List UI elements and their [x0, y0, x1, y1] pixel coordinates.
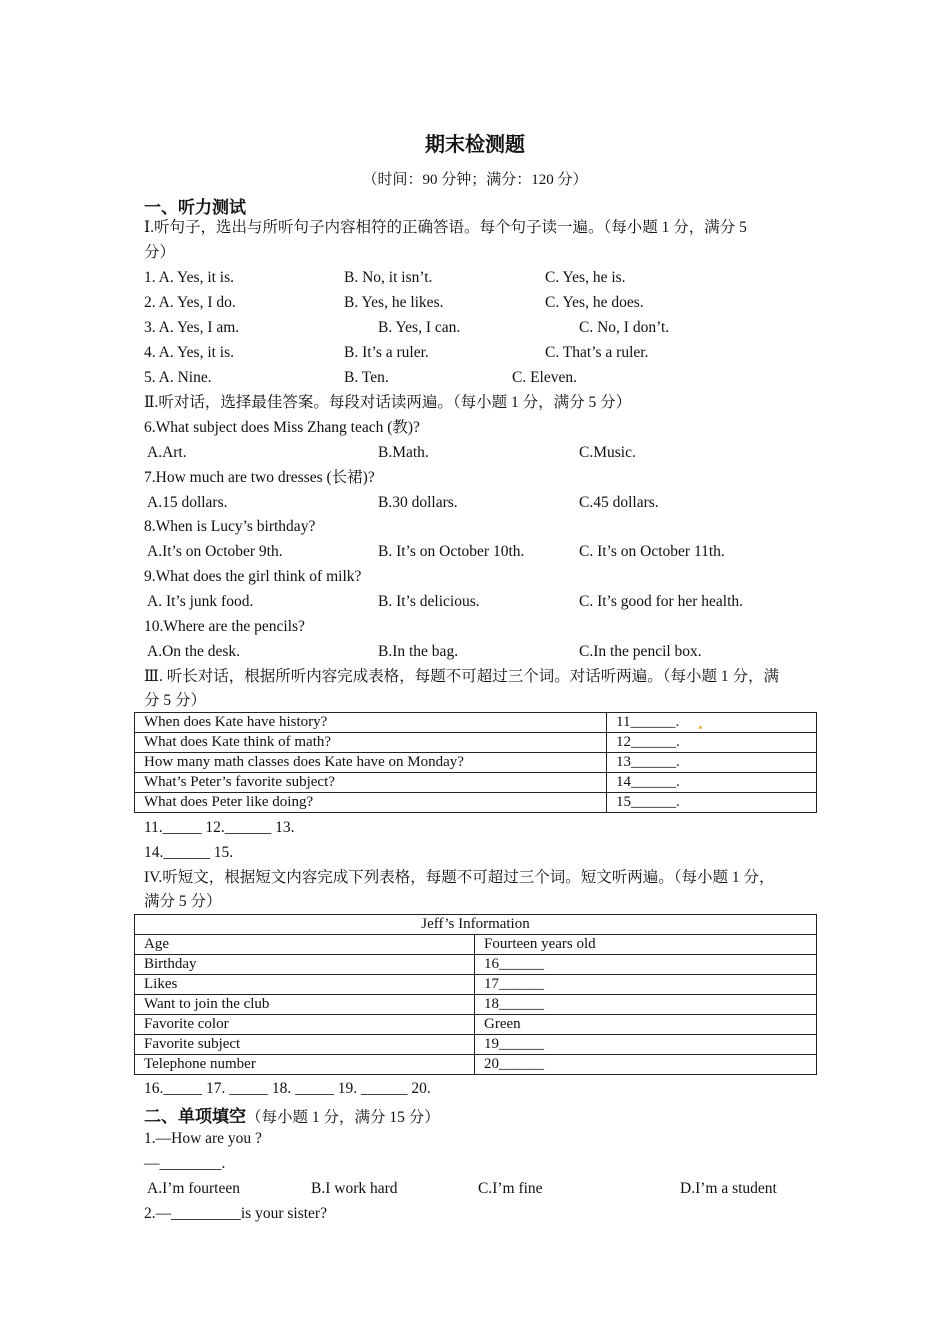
- answer-line: 11._____ 12.______ 13.: [144, 819, 295, 836]
- table-cell-value: 17______: [475, 975, 817, 995]
- table-header-row: [135, 915, 817, 935]
- question-text: 6.What subject does Miss Zhang teach (教)?: [144, 419, 420, 436]
- option-c: C. Yes, he is.: [545, 269, 626, 286]
- table-cell-value: 19______: [475, 1035, 817, 1055]
- table-row: [135, 1055, 817, 1075]
- option-a: A.I’m fourteen: [147, 1180, 240, 1197]
- option-a: 5. A. Nine.: [144, 369, 212, 386]
- option-c: C. It’s good for her health.: [579, 593, 744, 610]
- option-c: C.In the pencil box.: [579, 643, 702, 660]
- option-b: B.Math.: [378, 444, 429, 461]
- exam-time-score: （时间：90 分钟；满分：120 分）: [362, 172, 588, 188]
- option-a: 4. A. Yes, it is.: [144, 344, 235, 361]
- option-b: B. No, it isn’t.: [344, 269, 433, 286]
- table-row: [135, 975, 817, 995]
- table-cell-answer: 13______.: [607, 753, 817, 773]
- sec1-instruction: Ⅰ.听句子，选出与所听句子内容相符的正确答语。每个句子读一遍。（每小题 1 分，满分 5: [144, 219, 747, 236]
- table-row: [135, 733, 817, 753]
- option-c: C.Music.: [579, 444, 636, 461]
- option-a: A.15 dollars.: [147, 494, 228, 511]
- option-c: C. Eleven.: [512, 369, 577, 386]
- option-c: C.I’m fine: [478, 1180, 543, 1197]
- table-cell-answer: 14______.: [607, 773, 817, 793]
- table-row: [135, 713, 817, 733]
- option-d: D.I’m a student: [680, 1180, 777, 1197]
- table-cell-question: When does Kate have history?: [135, 713, 607, 733]
- option-b: B.30 dollars.: [378, 494, 458, 511]
- table-cell-answer: 11______.: [607, 713, 817, 733]
- dialogue-table: [134, 712, 817, 813]
- question-text: 2.—_________is your sister?: [144, 1205, 327, 1222]
- sec4-instruction-cont: 满分 5 分）: [144, 893, 222, 910]
- table-row: [135, 955, 817, 975]
- table-cell-value: Green: [475, 1015, 817, 1035]
- section-listening-heading: 一、听力测试: [144, 198, 246, 218]
- sec3-instruction-cont: 分 5 分）: [144, 692, 207, 709]
- option-c: C. That’s a ruler.: [545, 344, 649, 361]
- table-cell-key: Favorite color: [135, 1015, 475, 1035]
- sec3-instruction: Ⅲ. 听长对话，根据所听内容完成表格，每题不可超过三个词。对话听两遍。（每小题 1 分，满: [144, 668, 779, 685]
- table-row: [135, 1015, 817, 1035]
- table-cell-value: 18______: [475, 995, 817, 1015]
- option-a: A.On the desk.: [147, 643, 240, 660]
- option-c: C. No, I don’t.: [579, 319, 670, 336]
- table-cell-answer: 15______.: [607, 793, 817, 813]
- info-table: [134, 914, 817, 1075]
- table-cell-key: Telephone number: [135, 1055, 475, 1075]
- table-cell-question: What’s Peter’s favorite subject?: [135, 773, 607, 793]
- option-b: B.In the bag.: [378, 643, 459, 660]
- table-cell-answer: 12______.: [607, 733, 817, 753]
- option-b: B. It’s a ruler.: [344, 344, 429, 361]
- table-cell-key: Birthday: [135, 955, 475, 975]
- option-b: B. Yes, he likes.: [344, 294, 444, 311]
- table-row: [135, 773, 817, 793]
- table-row: [135, 793, 817, 813]
- table-row: [135, 995, 817, 1015]
- option-b: B.I work hard: [311, 1180, 398, 1197]
- option-b: B. Yes, I can.: [378, 319, 461, 336]
- table-cell-key: Likes: [135, 975, 475, 995]
- table-cell-question: What does Kate think of math?: [135, 733, 607, 753]
- table-cell-question: What does Peter like doing?: [135, 793, 607, 813]
- option-c: C. It’s on October 11th.: [579, 543, 725, 560]
- option-c: C. Yes, he does.: [545, 294, 644, 311]
- option-a: A.It’s on October 9th.: [147, 543, 283, 560]
- answer-line: 14.______ 15.: [144, 844, 234, 861]
- option-b: B. Ten.: [344, 369, 389, 386]
- option-a: A. It’s junk food.: [147, 593, 254, 610]
- section-single-choice-heading: [144, 1102, 440, 1127]
- section-score-note: （每小题 1 分，满分 15 分）: [246, 1109, 440, 1126]
- answer-blank: —________.: [144, 1155, 226, 1172]
- option-b: B. It’s delicious.: [378, 593, 480, 610]
- option-a: A.Art.: [147, 444, 187, 461]
- option-a: 1. A. Yes, it is.: [144, 269, 235, 286]
- table-row: [135, 1035, 817, 1055]
- sec2-instruction: Ⅱ.听对话，选择最佳答案。每段对话读两遍。（每小题 1 分，满分 5 分）: [144, 394, 632, 411]
- table-title: Jeff’s Information: [135, 915, 817, 935]
- section-heading-text: 二、单项填空: [144, 1107, 246, 1127]
- question-text: 1.—How are you ?: [144, 1130, 262, 1147]
- table-cell-question: How many math classes does Kate have on Monday?: [135, 753, 607, 773]
- table-cell-key: Age: [135, 935, 475, 955]
- answer-line: 16._____ 17. _____ 18. _____ 19. ______ 20.: [144, 1080, 431, 1097]
- table-row: [135, 753, 817, 773]
- question-text: 9.What does the girl think of milk?: [144, 568, 362, 585]
- question-text: 8.When is Lucy’s birthday?: [144, 518, 316, 535]
- option-b: B. It’s on October 10th.: [378, 543, 525, 560]
- sec1-instruction-cont: 分）: [144, 244, 176, 261]
- page-title: 期末检测题: [425, 132, 525, 156]
- option-c: C.45 dollars.: [579, 494, 659, 511]
- sec4-instruction: IV.听短文，根据短文内容完成下列表格，每题不可超过三个词。短文听两遍。（每小题 1 分，: [144, 869, 775, 886]
- table-cell-key: Favorite subject: [135, 1035, 475, 1055]
- stray-mark: [699, 726, 702, 729]
- question-text: 7.How much are two dresses (长裙)?: [144, 469, 375, 486]
- table-cell-value: 16______: [475, 955, 817, 975]
- option-a: 2. A. Yes, I do.: [144, 294, 236, 311]
- option-a: 3. A. Yes, I am.: [144, 319, 240, 336]
- table-row: [135, 935, 817, 955]
- question-text: 10.Where are the pencils?: [144, 618, 305, 635]
- table-cell-value: 20______: [475, 1055, 817, 1075]
- table-cell-value: Fourteen years old: [475, 935, 817, 955]
- table-cell-key: Want to join the club: [135, 995, 475, 1015]
